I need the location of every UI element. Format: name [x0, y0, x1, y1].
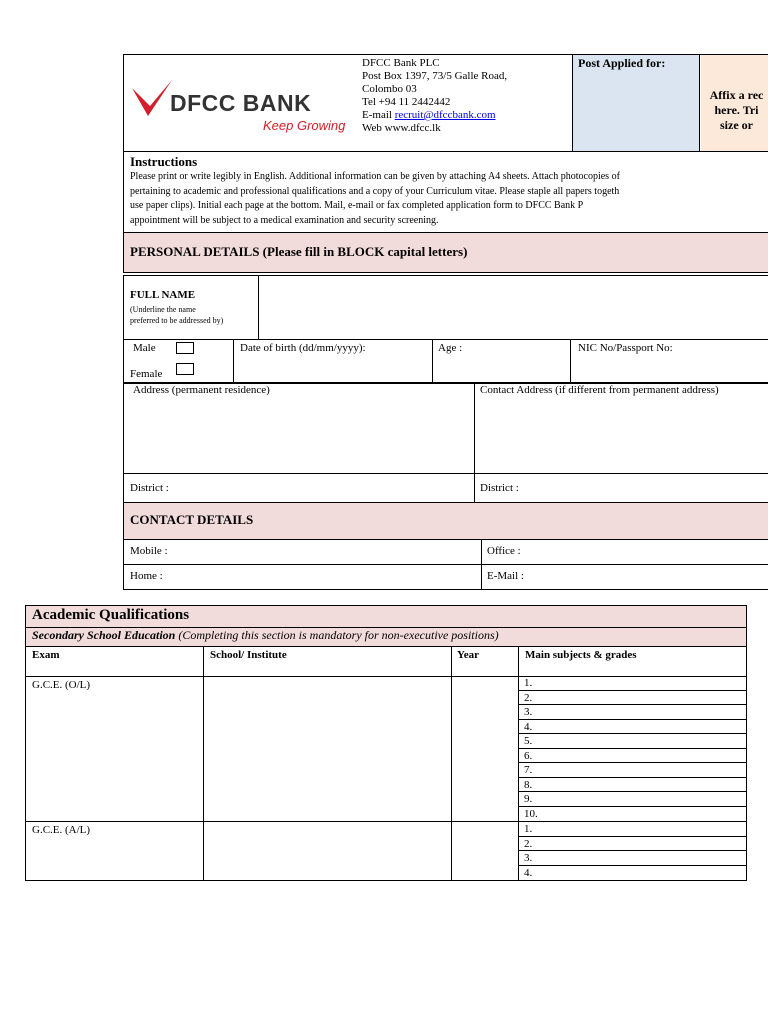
divider — [432, 339, 433, 384]
female-checkbox[interactable] — [176, 363, 194, 375]
nic-label: NIC No/Passport No: — [578, 342, 673, 354]
instructions-line: Please print or write legibly in English. Additional information can be given by attaching A4 sheets. Attach photocopies of — [130, 171, 620, 182]
bank-address — [362, 57, 567, 135]
subject-row[interactable]: 8. — [518, 778, 747, 793]
photo-instruction: Affix a rec here. Tri size or — [709, 88, 764, 132]
subject-row[interactable]: 1. — [518, 676, 747, 691]
address-line: Post Box 1397, 73/5 Galle Road, — [362, 70, 508, 82]
subject-row[interactable]: 2. — [518, 837, 747, 852]
subject-row[interactable]: 4. — [524, 866, 533, 879]
address-permanent-field[interactable] — [126, 398, 471, 472]
age-field[interactable] — [470, 341, 568, 382]
year-ol-field[interactable] — [453, 678, 516, 819]
mobile-field[interactable] — [180, 541, 478, 563]
address-line: DFCC Bank PLC — [362, 57, 440, 69]
male-label: Male — [133, 342, 156, 354]
col-header-subjects: Main subjects & grades — [525, 649, 637, 661]
al-subjects-list — [518, 822, 747, 880]
divider — [570, 339, 571, 384]
subject-row[interactable]: 5. — [518, 734, 747, 749]
address-line: Colombo 03 — [362, 83, 417, 95]
logo — [130, 78, 355, 138]
home-label: Home : — [130, 570, 163, 582]
email-label: E-Mail : — [487, 570, 524, 582]
mobile-label: Mobile : — [130, 545, 168, 557]
academic-subtitle: Secondary School Education (Completing this section is mandatory for non-executive positions) — [32, 628, 499, 642]
email-line: E-mail recruit@dfccbank.com — [362, 109, 496, 121]
full-name-field[interactable] — [260, 276, 768, 339]
subject-row[interactable]: 3. — [518, 705, 747, 720]
personal-details-title: PERSONAL DETAILS (Please fill in BLOCK capital letters) — [130, 244, 468, 259]
office-field[interactable] — [530, 541, 766, 563]
instructions-block — [123, 152, 768, 232]
school-ol-field[interactable] — [205, 678, 449, 819]
academic-title: Academic Qualifications — [32, 607, 190, 623]
address-line: Tel +94 11 2442442 — [362, 96, 451, 108]
female-label: Female — [130, 368, 163, 380]
address-permanent-label: Address (permanent residence) — [133, 384, 270, 396]
office-label: Office : — [487, 545, 521, 557]
logo-text: DFCC BANK — [170, 90, 312, 116]
subject-row[interactable]: 3. — [518, 851, 747, 866]
subject-row[interactable]: 2. — [518, 691, 747, 706]
email-link[interactable]: recruit@dfccbank.com — [394, 109, 496, 121]
age-label: Age : — [438, 342, 463, 354]
divider — [233, 339, 234, 384]
instructions-title: Instructions — [130, 154, 198, 169]
contact-details-title: CONTACT DETAILS — [130, 512, 254, 527]
subject-row[interactable]: 7. — [518, 763, 747, 778]
col-header-year: Year — [457, 649, 479, 661]
instructions-line: pertaining to academic and professional qualifications and a copy of your Curriculum vitae. Please staple all papers togeth — [130, 185, 620, 197]
col-header-school: School/ Institute — [210, 649, 287, 661]
logo-checkmark-icon — [130, 78, 174, 118]
year-al-field[interactable] — [453, 823, 516, 879]
district-label: District : — [480, 482, 519, 494]
address-contact-label: Contact Address (if different from permanent address) — [480, 384, 719, 396]
subject-row[interactable]: 4. — [518, 720, 747, 735]
subject-row[interactable]: 1. — [518, 822, 747, 837]
district-contact-field[interactable] — [530, 476, 766, 500]
academic-header-row — [25, 646, 747, 677]
logo-tagline: Keep Growing — [263, 118, 346, 133]
subject-row[interactable]: 9. — [518, 792, 747, 807]
col-header-exam: Exam — [32, 649, 60, 661]
school-al-field[interactable] — [205, 823, 449, 879]
nic-field[interactable] — [578, 356, 766, 382]
male-checkbox[interactable] — [176, 342, 194, 354]
instructions-line: use paper clips). Initial each page at the bottom. Mail, e-mail or fax completed application form to DFCC Bank P — [130, 200, 584, 211]
ol-subjects-list — [518, 676, 747, 821]
web-line: Web www.dfcc.lk — [362, 122, 441, 134]
subject-row[interactable]: 10. — [524, 807, 538, 820]
divider — [203, 646, 204, 881]
full-name-label: FULL NAME — [130, 289, 196, 301]
address-contact-field[interactable] — [478, 398, 766, 472]
divider — [451, 646, 452, 881]
exam-al-label: G.C.E. (A/L) — [32, 824, 91, 836]
district-label: District : — [130, 482, 169, 494]
home-field[interactable] — [180, 566, 478, 588]
divider — [481, 539, 482, 590]
dob-field[interactable] — [236, 356, 430, 382]
exam-ol-label: G.C.E. (O/L) — [32, 679, 91, 691]
full-name-note: (Underline the name preferred to be addressed by) — [130, 305, 224, 325]
subject-row[interactable]: 6. — [518, 749, 747, 764]
district-permanent-field[interactable] — [180, 476, 470, 500]
instructions-line: appointment will be subject to a medical examination and security screening. — [130, 214, 439, 226]
email-field[interactable] — [530, 566, 766, 588]
dob-label: Date of birth (dd/mm/yyyy): — [240, 342, 366, 354]
post-applied-label: Post Applied for: — [578, 56, 666, 70]
